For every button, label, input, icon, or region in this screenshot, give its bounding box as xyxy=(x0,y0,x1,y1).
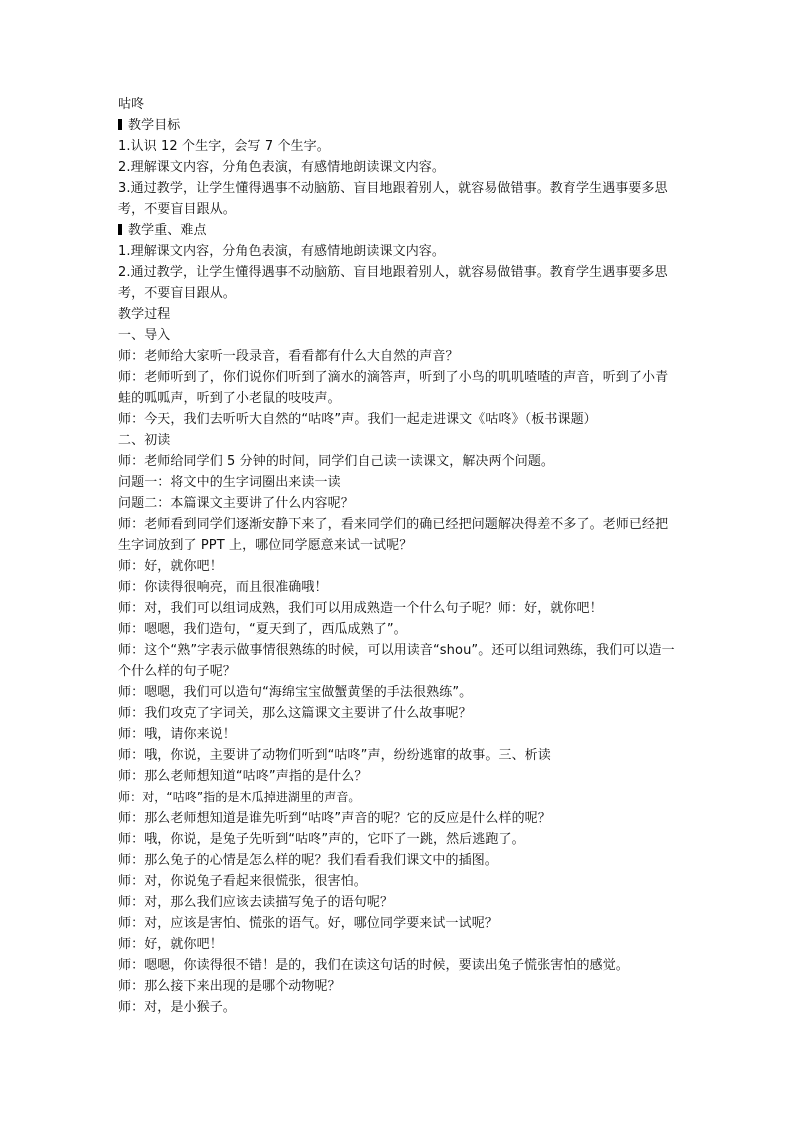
process-line: 问题二：本篇课文主要讲了什么内容呢？ xyxy=(118,496,354,511)
process-line: 一、导入 xyxy=(118,328,171,343)
goal-item: 1.认识 12 个生字，会写 7 个生字。 xyxy=(118,139,330,154)
goal-item: 2.理解课文内容，分角色表演，有感情地朗读课文内容。 xyxy=(118,160,446,175)
key-points-heading xyxy=(118,220,676,241)
process-line: 二、初读 xyxy=(118,433,171,448)
process-line: 师：对，“咕咚”指的是木瓜掉进湖里的声音。 xyxy=(118,790,361,804)
process-line: 师：今天，我们去听听大自然的“咕咚”声。我们一起走进课文《咕咚》（板书课题） xyxy=(118,412,597,427)
process-line: 师：嗯嗯，我们造句，“夏天到了，西瓜成熟了”。 xyxy=(118,622,407,637)
process-line: 师：对，应该是害怕、慌张的语气。好，哪位同学要来试一试呢？ xyxy=(118,916,498,931)
process-line: 师：这个“熟”字表示做事情很熟练的时候，可以用读音“shou”。还可以组词熟练，我们可以造一个什么样的句子呢？ xyxy=(118,643,675,679)
process-line: 师：哦，请你来说！ xyxy=(118,727,236,742)
process-line: 师：对，我们可以组词成熟，我们可以用成熟造一个什么句子呢？师：好，就你吧！ xyxy=(118,601,603,616)
process-line: 师：对，你说兔子看起来很慌张，很害怕。 xyxy=(118,874,367,889)
process-line: 师：那么老师想知道是谁先听到“咕咚”声音的呢？它的反应是什么样的呢？ xyxy=(118,811,551,826)
process-line: 师：嗯嗯，你读得很不错！是的，我们在读这句话的时候，要读出兔子慌张害怕的感觉。 xyxy=(118,958,629,973)
process-line: 师：老师给同学们 5 分钟的时间，同学们自己读一读课文，解决两个问题。 xyxy=(118,454,555,469)
goals-heading xyxy=(118,115,676,136)
key-points-heading-text: 教学重、难点 xyxy=(128,223,207,238)
process-line: 师：老师听到了，你们说你们听到了滴水的滴答声，听到了小鸟的叽叽喳喳的声音，听到了小青蛙的呱呱声，听到了小老鼠的吱吱声。 xyxy=(118,370,669,406)
document-page xyxy=(118,94,676,1018)
process-heading: 教学过程 xyxy=(118,307,171,322)
process-line: 师：那么老师想知道“咕咚”声指的是什么？ xyxy=(118,769,368,784)
process-line: 师：哦，你说，是兔子先听到“咕咚”声的，它吓了一跳，然后逃跑了。 xyxy=(118,832,525,847)
process-line: 师：老师给大家听一段录音，看看都有什么大自然的声音？ xyxy=(118,349,459,364)
key-point-item: 1.理解课文内容，分角色表演，有感情地朗读课文内容。 xyxy=(118,244,446,259)
process-line: 师：嗯嗯，我们可以造句“海绵宝宝做蟹黄堡的手法很熟练”。 xyxy=(118,685,473,700)
process-line: 师：我们攻克了字词关，那么这篇课文主要讲了什么故事呢？ xyxy=(118,706,472,721)
heading-marker-icon xyxy=(118,119,122,130)
process-line: 师：好，就你吧！ xyxy=(118,937,223,952)
process-line: 师：你读得很响亮，而且很准确哦！ xyxy=(118,580,328,595)
process-line: 师：对，是小猴子。 xyxy=(118,1000,236,1015)
process-line: 师：哦，你说，主要讲了动物们听到“咕咚”声，纷纷逃窜的故事。三、析读 xyxy=(118,748,551,763)
document-title: 咕咚 xyxy=(118,97,145,112)
process-line: 问题一：将文中的生字词圈出来读一读 xyxy=(118,475,341,490)
heading-marker-icon xyxy=(118,224,122,235)
goals-heading-text: 教学目标 xyxy=(128,118,181,133)
process-line: 师：老师看到同学们逐渐安静下来了，看来同学们的确已经把问题解决得差不多了。老师已经把生字词放到了 PPT 上，哪位同学愿意来试一试呢？ xyxy=(118,517,669,553)
goal-item: 3.通过教学，让学生懂得遇事不动脑筋、盲目地跟着别人，就容易做错事。教育学生遇事要多思考，不要盲目跟从。 xyxy=(118,181,668,217)
process-line: 师：对，那么我们应该去读描写兔子的语句呢？ xyxy=(118,895,394,910)
process-line: 师：好，就你吧！ xyxy=(118,559,223,574)
process-line: 师：那么兔子的心情是怎么样的呢？我们看看我们课文中的插图。 xyxy=(118,853,498,868)
key-point-item: 2.通过教学，让学生懂得遇事不动脑筋、盲目地跟着别人，就容易做错事。教育学生遇事要多思考，不要盲目跟从。 xyxy=(118,265,668,301)
process-line: 师：那么接下来出现的是哪个动物呢？ xyxy=(118,979,341,994)
